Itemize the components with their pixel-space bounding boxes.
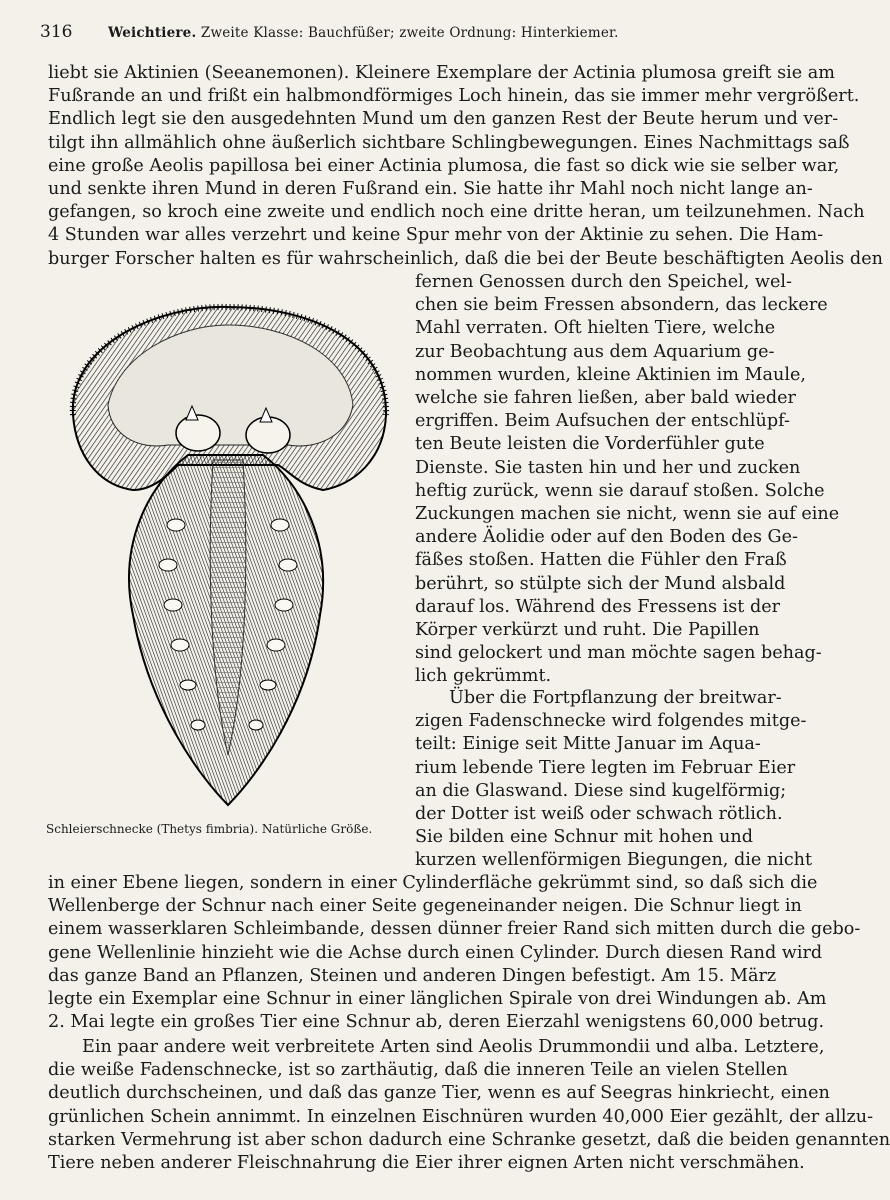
text-line: nommen wurden, kleine Aktinien im Maule, <box>415 364 807 385</box>
text-line: lich gekrümmt. <box>415 666 552 687</box>
text-line: die weiße Fadenschnecke, ist so zarthäutig, daß die inneren Teile an vielen Stellen <box>48 1060 788 1081</box>
text-line: welche sie fahren ließen, aber bald wieder <box>415 388 796 409</box>
text-line: 2. Mai legte ein großes Tier eine Schnur ab, deren Eierzahl wenigstens 60,000 betrug. <box>48 1012 825 1033</box>
text-line: Zuckungen machen sie nicht, wenn sie auf eine <box>415 504 840 525</box>
text-line: starken Vermehrung ist aber schon dadurch eine Schranke gesetzt, daß die beiden genannten <box>48 1129 890 1150</box>
paragraph-side <box>415 271 840 689</box>
text-line: der Dotter ist weiß oder schwach rötlich. <box>415 804 783 825</box>
running-head-section: Weichtiere. <box>108 25 197 41</box>
text-line: Über die Fortpflanzung der breitwar- <box>449 688 782 708</box>
text-line: Sie bilden eine Schnur mit hohen und <box>415 827 753 848</box>
text-line: zigen Fadenschnecke wird folgendes mitge- <box>415 711 807 732</box>
text-line: ten Beute leisten die Vorderfühler gute <box>415 434 765 455</box>
paragraph-top <box>48 62 883 271</box>
text-line: 4 Stunden war alles verzehrt und keine Spur mehr von der Aktinie zu sehen. Die Ham- <box>48 225 824 246</box>
text-line: Ein paar andere weit verbreitete Arten sind Aeolis Drummondii und alba. Letztere, <box>82 1037 825 1057</box>
text-line: legte ein Exemplar eine Schnur in einer länglichen Spirale von drei Windungen ab. Am <box>48 989 827 1010</box>
text-line: an die Glaswand. Diese sind kugelförmig; <box>415 780 787 801</box>
text-line: und senkte ihren Mund in deren Fußrand ein. Sie hatte ihr Mahl noch nicht lange an- <box>48 179 813 200</box>
figure-caption: Schleierschnecke (Thetys fimbria). Natürliche Größe. <box>46 822 373 836</box>
text-line: gefangen, so kroch eine zweite und endlich noch eine dritte heran, um teilzunehmen. Nach <box>48 202 865 223</box>
text-line: chen sie beim Fressen absondern, das leckere <box>415 295 828 316</box>
text-line: teilt: Einige seit Mitte Januar im Aqua- <box>415 734 761 755</box>
text-line: Wellenberge der Schnur nach einer Seite gegeneinander neigen. Die Schnur liegt in <box>48 896 802 917</box>
text-line: liebt sie Aktinien (Seeanemonen). Kleinere Exemplare der Actinia plumosa greift sie am <box>48 63 835 83</box>
page-header <box>40 22 750 50</box>
text-line: Körper verkürzt und ruht. Die Papillen <box>415 620 760 641</box>
text-line: einem wasserklaren Schleimbande, dessen dünner freier Rand sich mitten durch die gebo- <box>48 919 861 940</box>
text-line: Fußrande an und frißt ein halbmondförmiges Loch hinein, das sie immer mehr vergrößert. <box>48 86 860 107</box>
text-line: das ganze Band an Pflanzen, Steinen und anderen Dingen befestigt. Am 15. März <box>48 965 777 986</box>
running-head-subtitle: Zweite Klasse: Bauchfüßer; zweite Ordnung: Hinterkiemer. <box>200 25 619 41</box>
text-line: ergriffen. Beim Aufsuchen der entschlüpf- <box>415 411 790 432</box>
page-number: 316 <box>40 22 73 42</box>
text-line: Tiere neben anderer Fleischnahrung die Eier ihrer eignen Arten nicht verschmähen. <box>48 1153 805 1174</box>
text-line: burger Forscher halten es für wahrscheinlich, daß die bei der Beute beschäftigten Aeolis den <box>48 248 883 269</box>
text-line: darauf los. Während des Fressens ist der <box>415 596 781 617</box>
text-line: grünlichen Schein annimmt. In einzelnen Eischnüren wurden 40,000 Eier gezählt, der allzu- <box>48 1106 874 1127</box>
text-line: kurzen wellenförmigen Biegungen, die nicht <box>415 850 813 871</box>
slug-illustration <box>48 285 400 815</box>
text-line: fernen Genossen durch den Speichel, wel- <box>415 272 792 292</box>
text-line: Dienste. Sie tasten hin und her und zucken <box>415 457 801 478</box>
text-line: eine große Aeolis papillosa bei einer Actinia plumosa, die fast so dick wie sie selber war, <box>48 155 840 176</box>
text-line: deutlich durchscheinen, und daß das ganze Tier, wenn es auf Seegras hinkriecht, einen <box>48 1083 830 1104</box>
text-line: gene Wellenlinie hinzieht wie die Achse durch einen Cylinder. Durch diesen Rand wird <box>48 942 823 963</box>
sea-slug-drawing <box>48 285 400 815</box>
paragraph-final <box>48 1036 890 1175</box>
text-line: in einer Ebene liegen, sondern in einer Cylinderfläche gekrümmt sind, so daß sich die <box>48 873 818 893</box>
paragraph-bottom <box>48 872 861 1034</box>
text-line: sind gelockert und man möchte sagen behag- <box>415 643 822 664</box>
text-line: rium lebende Tiere legten im Februar Eier <box>415 757 796 778</box>
text-line: fäßes stoßen. Hatten die Fühler den Fraß <box>415 550 787 571</box>
text-line: Endlich legt sie den ausgedehnten Mund um den ganzen Rest der Beute herum und ver- <box>48 109 839 130</box>
text-line: zur Beobachtung aus dem Aquarium ge- <box>415 341 775 362</box>
text-line: andere Äolidie oder auf den Boden des Ge- <box>415 527 798 548</box>
text-line: heftig zurück, wenn sie darauf stoßen. Solche <box>415 480 825 501</box>
text-line: berührt, so stülpte sich der Mund alsbald <box>415 573 786 594</box>
text-line: tilgt ihn allmählich ohne äußerlich sichtbare Schlingbewegungen. Eines Nachmittags saß <box>48 132 850 153</box>
running-head <box>108 25 619 41</box>
text-line: Mahl verraten. Oft hielten Tiere, welche <box>415 318 776 339</box>
paragraph-side-2 <box>415 687 813 873</box>
